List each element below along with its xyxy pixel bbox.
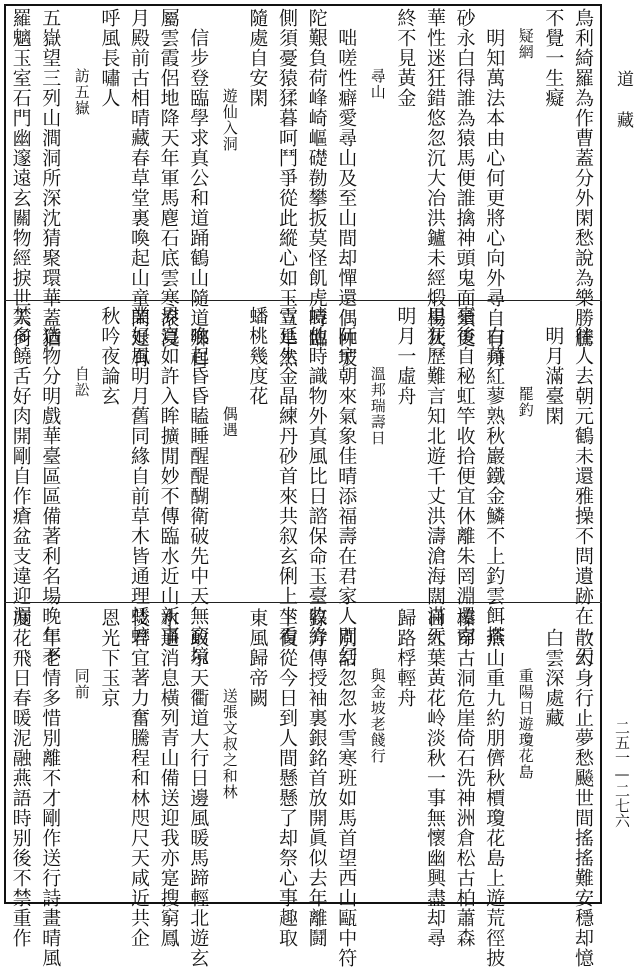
text-column: 日紅葉黃花岭淡秋一事無懷幽興盡却尋 [424, 608, 446, 948]
text-column: 咄嗟性癖愛尋山及至山間却憚還偶仲坡 [335, 28, 358, 368]
text-column: 白雲深處藏 [542, 628, 565, 728]
text-column: 砂永白得誰為猿馬便誰擒神頭鬼面須更 [453, 8, 476, 348]
text-column: 界寬如許入眸擴閒妙不傳臨水近山新事 [157, 306, 180, 646]
text-column: 喚起昏昏瞌睡醒醍醐衛破先中天無窮境 [187, 326, 210, 666]
text-column: 明月滿臺閑 [542, 326, 565, 426]
text-column: 伎君宜著力奮騰程和林咫尺天咸近共企 [128, 608, 150, 948]
text-column: 籙方傳授袖裏銀銘首放開眞似去年離鬪 [305, 608, 328, 948]
text-column: 往人去朝元鶴未還雅操不問遺跡在一天 [572, 326, 594, 666]
text-column: 東風歸帝闕 [246, 608, 269, 708]
text-column: 遊仙入洞 [220, 88, 239, 152]
text-column: 送張文叔之和林 [220, 688, 239, 800]
text-column: 罷釣 [516, 386, 535, 418]
text-column: 重陽日遊瓊花島 [516, 668, 535, 780]
text-column: 年老情多惜別離不才剛作送行詩畫晴風 [39, 628, 62, 968]
text-column: 阮宇朝來氣象佳晴添福壽在君家人間幻 [335, 326, 358, 666]
text-column: 信步登臨學求真公和道踊鶴山隨道鄉自 [187, 28, 210, 368]
text-column: 白蘋紅蓼熟秋巖鐵金鱗不上釣雲餌搭 [483, 326, 506, 646]
text-column: 歸路桴輕舟 [394, 608, 417, 708]
text-column: 下復從今日到人間懸懸了却祭心事趣取 [276, 608, 298, 948]
text-column: 境他時識物外真風比日諮保命玉臺收絳 [305, 306, 328, 646]
text-column: 終不見黃金 [394, 8, 417, 108]
text-column: 別話忽忽水雪寒班如馬首望西山甌中符 [335, 628, 358, 968]
text-column: 羅魑玉室石門幽邃遠玄關物經捩世人何 [9, 8, 32, 348]
text-column: 恩光下玉京 [98, 608, 121, 708]
text-column: 業好風明月舊同緣自前草木皆通理蟋蟀 [128, 306, 150, 646]
text-column: 散幻身行止夢愁飈世間搖搖難安穩却憶 [572, 628, 594, 968]
text-column: 月殿前古相晴藏春草堂裏喚起山童問退有 [128, 8, 150, 368]
text-column: 與金坡老餞行 [368, 668, 387, 764]
text-column: 陀艱負荷峰崎嶇礎勌攀扳莫怪飢虎時臨 [305, 8, 328, 348]
text-column: 隨處自安閑 [246, 8, 269, 108]
text-column: 不覺一生癡 [542, 8, 565, 108]
text-column: 蟠桃幾度花 [246, 306, 269, 406]
text-column: 秋吟夜論玄 [98, 306, 121, 406]
text-column: 臺後自秘虹竿收拾便宜休離朱罔淵還南 [453, 306, 476, 646]
text-column: 訪五嶽 [72, 68, 91, 116]
text-column: 屬雲霞侶地降天年軍馬麀石底雲寒滾浸 [157, 8, 180, 348]
text-column: 政尔天衢道大行日邊風暖馬蹄輕北遊玄 [187, 628, 210, 968]
text-column: 華性迷狂錯悠忽沉大冶洪鑪未經煅楊灰 [424, 8, 446, 348]
text-column: 里狂歷難言知北遊千丈洪濤滄海闊滿天 [424, 306, 446, 646]
text-column: 自訟 [72, 366, 91, 398]
text-column: 鳥利綺羅為作曹蓋分外閑愁說為樂勝騰 [572, 8, 594, 348]
text-column: 禁多饒舌好肉開剛自作瘡盆支違迎漏 [9, 306, 32, 626]
text-column: 榛穿古洞危崖倚石洗神洲倉松古柏蕭森 [453, 608, 476, 948]
text-column: 明月一虛舟 [394, 306, 417, 406]
register-bottom [6, 608, 600, 968]
collection-title: 道 藏 [613, 70, 633, 130]
text-column: 溫邦瑞壽日 [368, 366, 387, 446]
register-divider-2 [4, 602, 602, 603]
text-column: 疑網 [516, 28, 535, 60]
text-column: 側須憂猿猱暮呵鬥爭從此縱心如玉立阜然 [276, 8, 298, 368]
text-column: 燕山重九約朋儕秋檟瓊花島上遊荒徑披 [483, 628, 506, 968]
text-column: 度花飛日春暖泥融燕語時别後不禁重作 [9, 608, 32, 948]
text-column: 五嶽望三列山澗洞所深沈猜聚環華蓋猶 [39, 8, 62, 348]
text-column: 呼風長嘯人 [98, 8, 121, 108]
text-column: 尋山 [368, 68, 387, 100]
text-column: 偶遇 [220, 406, 239, 438]
page-number: 二五一—二七六 [613, 720, 631, 828]
register-divider-1 [4, 300, 602, 301]
text-column: 水通消息橫列青山備送迎我亦寔搜窮鳳 [157, 608, 180, 948]
text-column: 雪延生金晶練丹砂首來共叙玄俐上坐看 [276, 306, 298, 646]
text-column: 明知萬法本由心何更將心向外尋自有丹 [483, 28, 506, 368]
text-column: 同前 [72, 668, 91, 700]
text-column: 造物分明戲華臺區區備著利名場晚年不 [39, 326, 62, 666]
